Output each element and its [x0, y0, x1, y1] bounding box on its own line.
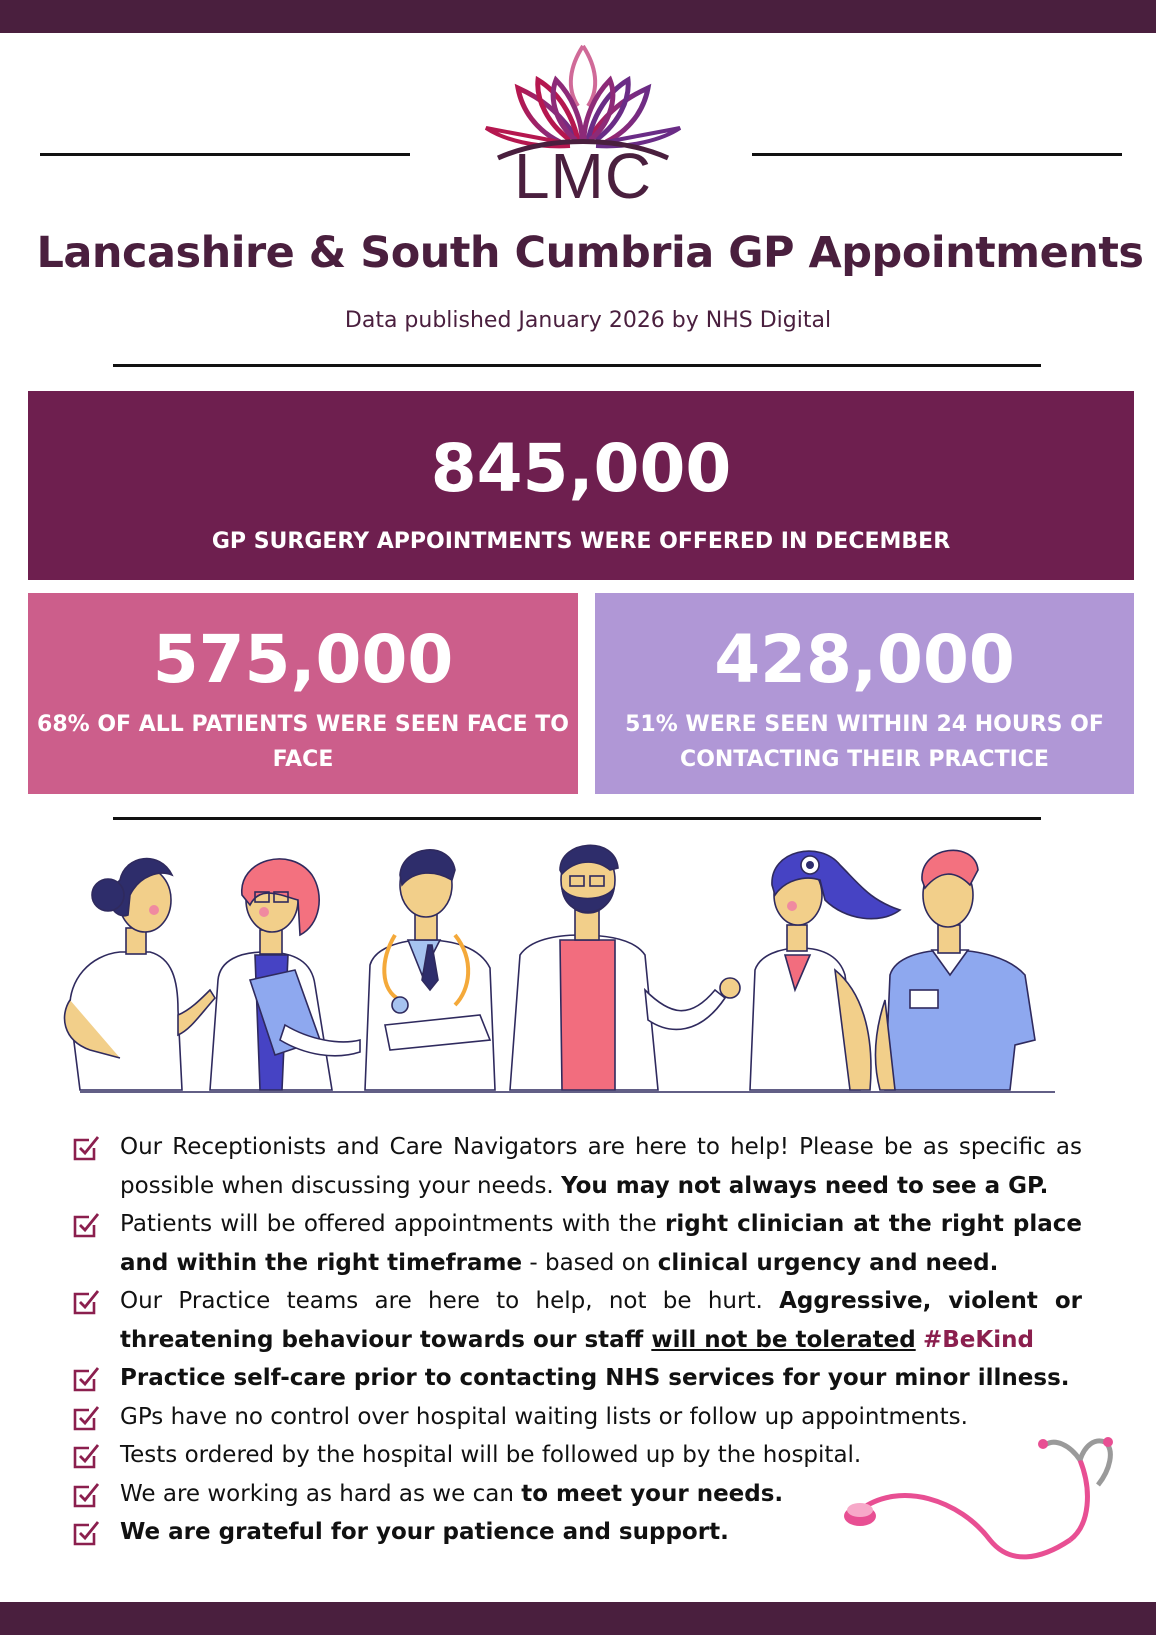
stat-value: 575,000 — [152, 621, 454, 698]
stat-within-24-hours — [595, 593, 1134, 794]
stethoscope-icon — [840, 1430, 1125, 1565]
body-text: Our Receptionists and Care Navigators are here to help! Please be as specific as possible when discussing your needs. — [120, 1134, 1082, 1199]
stat-label: GP SURGERY APPOINTMENTS WERE OFFERED IN DECEMBER — [211, 529, 951, 554]
body-text: GPs have no control over hospital waiting lists or follow up appointments. — [120, 1403, 968, 1430]
stat-face-to-face — [28, 593, 578, 794]
stat-value: 845,000 — [430, 430, 732, 507]
stat-label: 68% OF ALL PATIENTS WERE SEEN FACE TO FACE — [37, 712, 569, 772]
top-bar — [0, 0, 1156, 33]
list-item — [72, 1359, 1082, 1398]
divider-top — [113, 364, 1041, 367]
bottom-bar — [0, 1602, 1156, 1635]
list-item — [72, 1128, 1082, 1205]
emphasis-text: to meet your needs. — [521, 1480, 784, 1507]
nurse-scrubs-figure — [875, 850, 1035, 1090]
page-title: Lancashire & South Cumbria GP Appointments — [36, 228, 1144, 278]
logo-text: LMC — [513, 140, 653, 212]
divider-left — [40, 153, 410, 156]
list-item — [72, 1205, 1082, 1282]
page-subtitle: Data published January 2026 by NHS Digital — [344, 308, 832, 333]
emphasis-text: We are grateful for your patience and support. — [120, 1519, 729, 1545]
emphasis-text: You may not always need to see a GP. — [561, 1172, 1049, 1199]
emphasis-text: right clinician at the right place and within the right timeframe — [120, 1211, 1082, 1276]
body-text: - based on — [522, 1249, 658, 1276]
emphasis-text: clinical urgency and need. — [657, 1249, 999, 1276]
underlined-text: will not be tolerated — [651, 1326, 916, 1353]
checkbox-tick-icon — [72, 1442, 100, 1470]
divider-right — [752, 153, 1122, 156]
emphasis-text: Practice self-care prior to contacting NHS services for your minor illness. — [120, 1365, 1070, 1391]
body-text — [916, 1327, 923, 1353]
stat-appointments-offered — [28, 391, 1134, 580]
body-text: Tests ordered by the hospital will be followed up by the hospital. — [120, 1442, 862, 1468]
checkbox-tick-icon — [72, 1404, 100, 1432]
checkbox-tick-icon — [72, 1211, 100, 1239]
emphasis-text: Aggressive, violent or threatening behaviour towards our staff — [120, 1288, 1083, 1353]
healthcare-staff-illustration — [50, 840, 1106, 1095]
list-item — [72, 1282, 1082, 1359]
checkbox-tick-icon — [72, 1288, 100, 1316]
nurse-figure — [65, 859, 215, 1090]
doctor-stethoscope-figure — [365, 850, 495, 1090]
emphasis-text — [651, 1327, 915, 1353]
doctor-beard-figure — [510, 845, 740, 1090]
checkbox-tick-icon — [72, 1481, 100, 1509]
stat-value: 428,000 — [714, 621, 1015, 698]
body-text: Patients will be offered appointments with the — [120, 1211, 666, 1237]
hashtag: #BeKind — [923, 1326, 1034, 1353]
body-text: Our Practice teams are here to help, not be hurt. — [120, 1288, 780, 1314]
checkbox-tick-icon — [72, 1134, 100, 1162]
body-text: We are working as hard as we can — [120, 1480, 522, 1507]
checkbox-tick-icon — [72, 1519, 100, 1547]
doctor-clipboard-figure — [210, 859, 360, 1090]
lmc-logo — [478, 40, 688, 212]
checkbox-tick-icon — [72, 1365, 100, 1393]
divider-bottom — [113, 817, 1041, 820]
stat-label: 51% WERE SEEN WITHIN 24 HOURS OF CONTACTING THEIR PRACTICE — [625, 712, 1104, 772]
